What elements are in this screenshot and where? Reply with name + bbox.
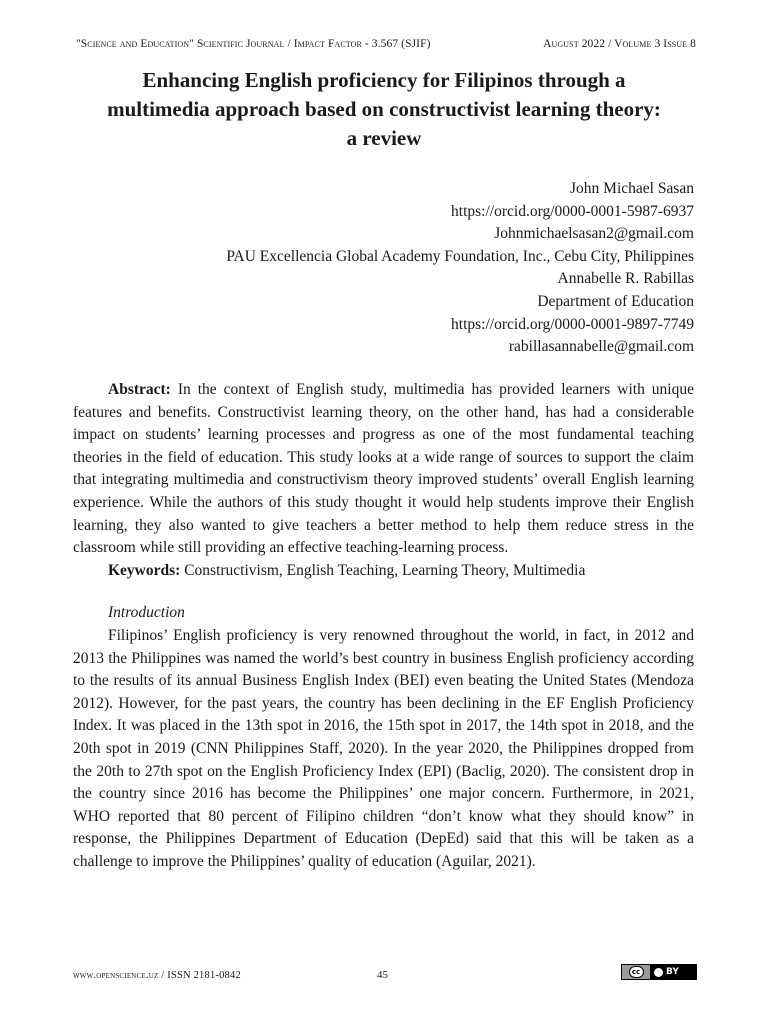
introduction-paragraph: Filipinos’ English proficiency is very renowned throughout the world, in fact, in 2012 and 2013 the Philippines was named the world’s best country in business English proficiency according to the results of its annual Business English Index (BEI) even beating the United States (Mendoza 2012). However, for the past years, the country has been declining in the EF English Proficiency Index. It was placed in the 13th spot in 2016, the 15th spot in 2017, the 14th spot in 2018, and the 20th spot in 2019 (CNN Philippines Staff, 2020). In the year 2020, the Philippines dropped from the 20th to 27th spot on the English Proficiency Index (EPI) (Baclig, 2020). The consistent drop in the country since 2016 has become the Philippines’ one major concern. Furthermore, in 2021, WHO reported that 80 percent of Filipino children “don’t know what they should know” in response, the Philippines Department of Education (DepEd) said that this will be taken as a challenge to improve the Philippines’ quality of education (Aguilar, 2021). <box>73 626 694 870</box>
introduction-heading: Introduction <box>108 604 185 622</box>
journal-name: "Science and Education" Scientific Journal / Impact Factor - 3.567 (SJIF) <box>76 38 431 50</box>
title-line: multimedia approach based on constructivist learning theory: <box>107 97 661 121</box>
paper-title <box>60 66 708 153</box>
author-email-2[interactable]: rabillasannabelle@gmail.com <box>508 338 694 356</box>
running-header <box>76 38 696 50</box>
author-orcid-1[interactable]: https://orcid.org/0000-0001-5987-6937 <box>451 202 694 220</box>
title-line: Enhancing English proficiency for Filipinos through a <box>142 68 626 92</box>
keywords-line <box>73 560 694 583</box>
cc-by-label: BY <box>666 967 679 977</box>
author-orcid-2[interactable]: https://orcid.org/0000-0001-9897-7749 <box>451 315 694 333</box>
author-name-2: Annabelle R. Rabillas <box>557 270 694 288</box>
abstract-paragraph <box>73 379 694 560</box>
issue-info: August 2022 / Volume 3 Issue 8 <box>543 38 696 50</box>
keywords-label: Keywords: <box>108 561 181 579</box>
author-name-1: John Michael Sasan <box>570 180 694 197</box>
main-text <box>73 379 694 873</box>
title-line: a review <box>346 126 422 150</box>
author-affiliation-2: Department of Education <box>537 292 694 310</box>
footer-site: www.openscience.uz / ISSN 2181-0842 <box>73 970 241 981</box>
author-block <box>226 178 694 359</box>
cc-icon: cc <box>629 966 644 978</box>
by-person-icon <box>654 968 663 977</box>
abstract-label: Abstract: <box>108 381 171 398</box>
abstract-text: In the context of English study, multimedia has provided learners with unique features and benefits. Constructivist learning theory, on the other hand, has had a considerable impact on students’ learning processes and progress as one of the most fundamental teaching theories in the field of education. This study looks at a wide range of sources to support the claim that integrating multimedia and constructivism theory improved students’ overall English learning experience. While the authors of this study thought it would help students improve their English learning, they also wanted to give teachers a better method to help them reduce stress in the classroom while still providing an effective teaching-learning process. <box>73 381 694 557</box>
cc-license-badge[interactable] <box>621 964 697 980</box>
keywords-text: Constructivism, English Teaching, Learning Theory, Multimedia <box>180 561 586 579</box>
author-affiliation-1: PAU Excellencia Global Academy Foundation, Inc., Cebu City, Philippines <box>226 247 694 265</box>
page-number: 45 <box>377 969 388 981</box>
author-email-1[interactable]: Johnmichaelsasan2@gmail.com <box>494 225 694 243</box>
